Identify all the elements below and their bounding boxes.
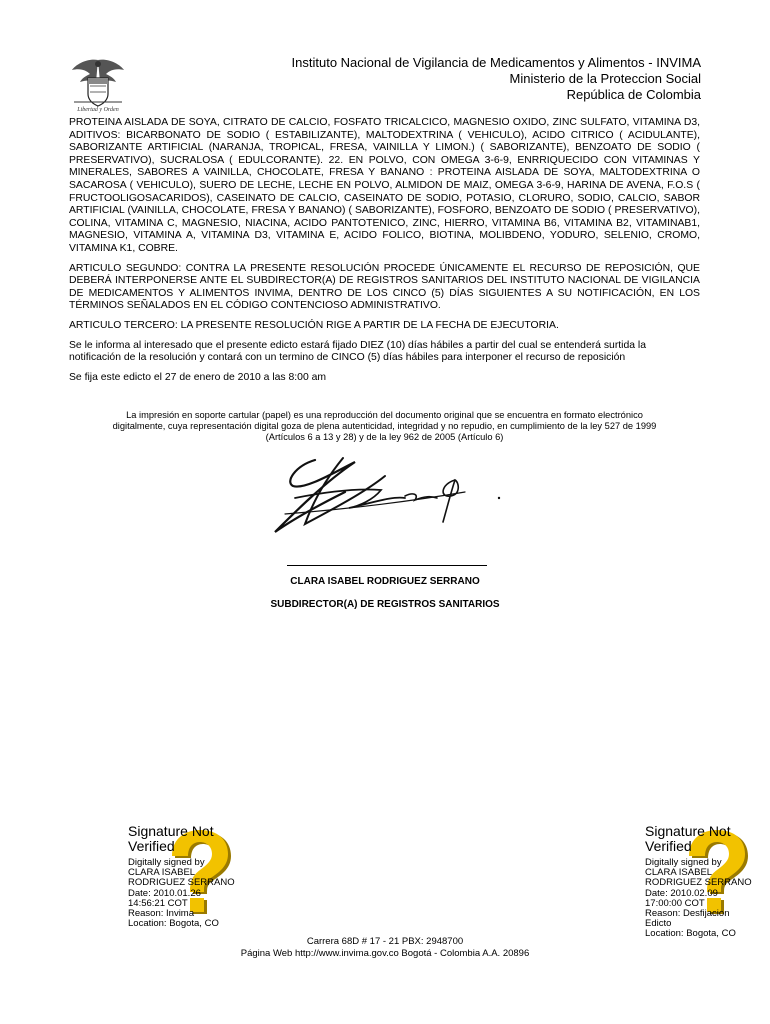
ministry-name: Ministerio de la Proteccion Social: [509, 71, 701, 86]
footer-web: Página Web http://www.invima.gov.co Bogotá - Colombia A.A. 20896: [240, 947, 530, 959]
signer-name: CLARA ISABEL RODRIGUEZ SERRANO: [290, 576, 480, 587]
detail-line: CLARA ISABEL: [645, 867, 713, 879]
institution-name: Instituto Nacional de Vigilancia de Medicamentos y Alimentos - INVIMA: [291, 55, 701, 70]
status-line-1: Signature Not: [128, 823, 214, 839]
country-name: República de Colombia: [566, 87, 701, 102]
status-line-2: Verified: [645, 838, 692, 854]
detail-line: 14:56:21 COT: [128, 897, 188, 909]
digital-notice-line: La impresión en soporte cartular (papel) es una reproducción del documento original que se encuentra en formato electrónico: [126, 410, 643, 420]
digital-notice-line: (Artículos 6 a 13 y 28) y de la ley 962 de 2005 (Artículo 6): [265, 432, 504, 442]
digital-signature-stamp[interactable]: [645, 823, 770, 940]
article-third: ARTICULO TERCERO: LA PRESENTE RESOLUCIÓN RIGE A PARTIR DE LA FECHA DE EJECUTORIA.: [69, 319, 559, 331]
document-footer: [0, 936, 770, 959]
signature-details: [645, 858, 770, 940]
signature-status: [128, 824, 258, 854]
detail-line: RODRIGUEZ SERRANO: [645, 877, 752, 889]
article-second: ARTICULO SEGUNDO: CONTRA LA PRESENTE RESOLUCIÓN PROCEDE ÚNICAMENTE EL RECURSO DE REPOSICIÓN, QUE DEBERÁ INTERPONERSE ANTE EL SUBDIRECTOR(A) DE REGISTROS SANITARIOS DEL INSTITUTO NACIONAL DE VIGILANCIA DE MEDICAMENTOS Y ALIMENTOS INVIMA, DENTRO DE LOS CINCO (5) DÍAS SIGUIENTES A SU NOTIFICACIÓN, EN LOS TÉRMINOS SEÑALADOS EN EL CÓDIGO CONTENCIOSO ADMINISTRATIVO.: [69, 262, 700, 312]
detail-line: Digitally signed by: [128, 857, 205, 868]
detail-line: Date: 2010.01.26: [128, 887, 201, 899]
coat-of-arms-icon: [66, 56, 130, 114]
status-line-1: Signature Not: [645, 823, 731, 839]
edict-date: Se fija este edicto el 27 de enero de 2010 a las 8:00 am: [69, 371, 327, 383]
digital-copy-notice: [69, 410, 700, 443]
footer-address: Carrera 68D # 17 - 21 PBX: 2948700: [306, 936, 464, 947]
detail-line: Reason: Desfijacion: [645, 908, 730, 920]
detail-line: RODRIGUEZ SERRANO: [128, 877, 235, 889]
status-line-2: Verified: [128, 838, 175, 854]
document-body: [69, 117, 700, 391]
document-header: [292, 55, 701, 103]
digital-notice-line: digitalmente, cuya representación digital goza de plena autenticidad, integridad y no repudio, en cumplimiento de la ley 527 de 1999: [112, 421, 657, 431]
detail-line: Edicto: [645, 918, 672, 930]
edict-notice: Se le informa al interesado que el presente edicto estará fijado DIEZ (10) días hábiles a partir del cual se entenderá surtida la notificación de la resolución y contará con un termino de CINCO (5) días hábiles para interponer el recurso de reposición: [69, 339, 647, 364]
digital-signature-stamp[interactable]: [128, 823, 258, 930]
svg-text:Libertad y Orden: Libertad y Orden: [77, 107, 119, 113]
detail-line: Date: 2010.02.09: [645, 887, 718, 899]
detail-line: Reason: Invima: [128, 908, 195, 920]
handwritten-signature: [255, 452, 515, 547]
detail-line: Digitally signed by: [645, 857, 722, 868]
signature-status: [645, 824, 770, 854]
detail-line: Location: Bogota, CO: [128, 918, 219, 930]
detail-line: Location: Bogota, CO: [645, 928, 736, 940]
signature-details: [128, 858, 258, 929]
detail-line: 17:00:00 COT: [645, 897, 705, 909]
signature-line: [287, 565, 487, 566]
ingredients-paragraph: PROTEINA AISLADA DE SOYA, CITRATO DE CALCIO, FOSFATO TRICALCICO, MAGNESIO OXIDO, ZINC SULFATO, VITAMINA D3, ADITIVOS: BICARBONATO DE SODIO ( ESTABILIZANTE), MALTODEXTRINA ( VEHICULO), ACIDO CITRICO ( ACIDULANTE), SABORIZANTE ARTIFICIAL (NARANJA, TROPICAL, FRESA, VAINILLA Y LIMON.) ( SABORIZANTE), BENZOATO DE SODIO ( PRESERVATIVO), SUCRALOSA ( EDULCORANTE). 22. EN POLVO, CON OMEGA 3-6-9, ENRRIQUECIDO CON VITAMINAS Y MINERALES, SABORES A VAINILLA, CHOCOLATE, FRESA Y BANANO : PROTEINA AISLADA DE SOYA, MALTODEXTRINA O SACAROSA ( VEHICULO), SUERO DE LECHE, LECHE EN POLVO, ALMIDON DE MAIZ, OMEGA 3-6-9, HARINA DE AVENA, F.O.S ( FRUCTOOLIGOSACARIDOS), CASEINATO DE CALCIO, CASEINATO DE SODIO, POTASIO, CLORURO, SODIO, CALCIO, SABOR ARTIFICIAL (VAINILLA, CHOCOLATE, FRESA Y BANANO) ( SABORIZANTE), FOSFORO, BENZOATO DE SODIO ( PRESERVATIVO), COLINA, VITAMINA C, MAGNESIO, NIACINA, ACIDO PANTOTENICO, ZINC, HIERRO, VITAMINA B6, VITAMINA B2, VITAMINAB1, MAGNESIO, VITAMINA A, VITAMINA D3, VITAMINA E, ACIDO FOLICO, BIOTINA, MOLIBDENO, YODURO, SELENIO, CROMO, VITAMINA K1, COBRE.: [69, 117, 700, 254]
detail-line: CLARA ISABEL: [128, 867, 196, 879]
signer-title: SUBDIRECTOR(A) DE REGISTROS SANITARIOS: [270, 599, 500, 610]
